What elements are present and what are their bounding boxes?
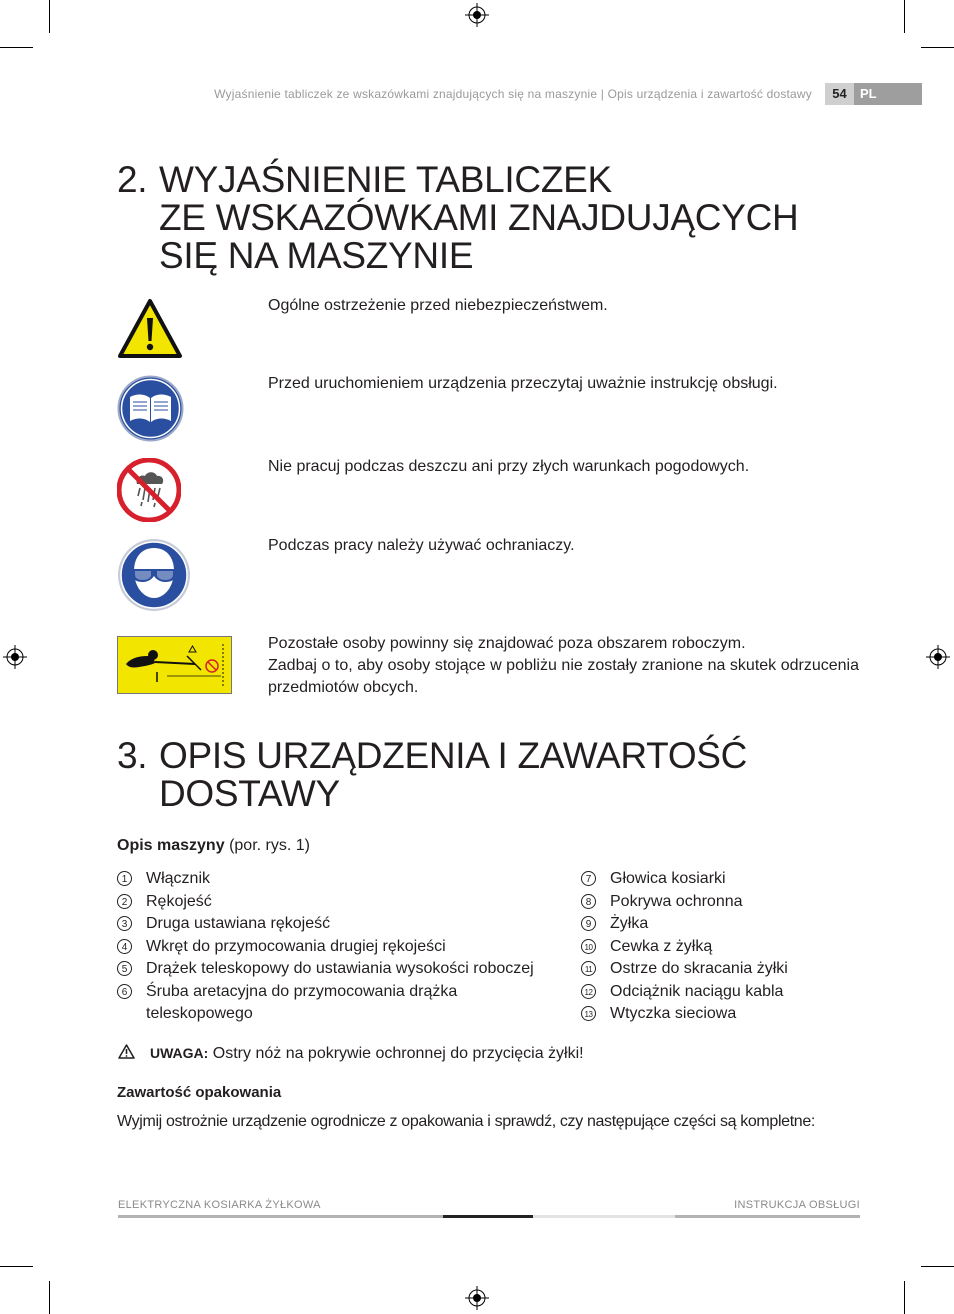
registration-mark-icon	[465, 3, 489, 27]
item-number: 4	[117, 939, 132, 954]
list-item	[117, 936, 567, 959]
item-label: Ostrze do skracania żyłki	[610, 960, 788, 977]
list-item	[117, 868, 567, 891]
list-item	[581, 981, 881, 1004]
list-item	[581, 958, 881, 981]
crop-mark	[0, 1266, 33, 1267]
item-number: 2	[117, 894, 132, 909]
section-3-title	[117, 737, 747, 813]
list-item	[581, 913, 881, 936]
parts-list-left	[117, 868, 567, 1026]
item-number: 1	[117, 871, 132, 886]
contents-heading: Zawartość opakowania	[117, 1084, 282, 1101]
title-line: WYJAŚNIENIE TABLICZEK	[159, 159, 612, 200]
crop-mark	[921, 1266, 954, 1267]
list-item	[117, 981, 567, 1026]
item-label: Drążek teleskopowy do ustawiania wysokości roboczej	[146, 960, 534, 977]
item-label: Żyłka	[610, 915, 649, 932]
item-number: 9	[581, 916, 596, 931]
machine-description-label	[117, 835, 310, 857]
item-number: 3	[117, 916, 132, 931]
title-line: OPIS URZĄDZENIA I ZAWARTOŚĆ	[159, 735, 748, 776]
section-number: 3.	[117, 735, 148, 776]
footer-bar	[118, 1215, 443, 1218]
section-2-title	[117, 161, 798, 275]
list-item	[581, 868, 881, 891]
sign-description: Nie pracuj podczas deszczu ani przy złych warunkach pogodowych.	[268, 458, 750, 475]
list-item	[581, 1003, 881, 1026]
footer-bar	[675, 1215, 860, 1218]
running-header: Wyjaśnienie tabliczek ze wskazówkami znajdujących się na maszynie | Opis urządzenia i zawartość dostawy	[214, 87, 812, 101]
language-tag: PL	[854, 83, 922, 105]
crop-mark	[921, 47, 954, 48]
footer-left: ELEKTRYCZNA KOSIARKA ŻYŁKOWA	[118, 1199, 321, 1211]
list-item	[117, 891, 567, 914]
section-number: 2.	[117, 159, 148, 200]
item-label: Cewka z żyłką	[610, 937, 713, 955]
warning-label: UWAGA:	[150, 1045, 209, 1061]
no-rain-icon	[117, 458, 181, 522]
warning-triangle-icon	[117, 298, 183, 360]
item-label: Głowica kosiarki	[610, 870, 726, 887]
registration-mark-icon	[3, 645, 27, 669]
list-item	[117, 958, 567, 981]
item-number: 5	[117, 961, 132, 976]
registration-mark-icon	[465, 1286, 489, 1310]
item-label: Wtyczka sieciowa	[610, 1005, 737, 1022]
item-number: 6	[117, 984, 132, 999]
title-line: ZE WSKAZÓWKAMI ZNAJDUJĄCYCH	[159, 197, 799, 238]
sign-description: Podczas pracy należy używać ochraniaczy.	[268, 537, 575, 554]
figure-reference: (por. rys. 1)	[229, 837, 310, 854]
item-label: Wkręt do przymocowania drugiej rękojeści	[146, 937, 446, 955]
list-item	[581, 936, 881, 959]
sign-description-line: Zadbaj o to, aby osoby stojące w pobliżu nie zostały zranione na skutek odrzucenia przedmiotów obcych.	[268, 657, 859, 696]
item-number: 8	[581, 894, 596, 909]
list-item	[117, 913, 567, 936]
item-label: Druga ustawiana rękojeść	[146, 915, 331, 932]
crop-mark	[49, 0, 50, 33]
item-label: Odciążnik naciągu kabla	[610, 982, 784, 1000]
item-label: teleskopowego	[146, 1005, 253, 1022]
item-label: Pokrywa ochronna	[610, 892, 743, 910]
item-number: 10	[581, 939, 596, 954]
page-number: 54	[825, 83, 854, 105]
crop-mark	[49, 1281, 50, 1314]
item-number: 12	[581, 984, 596, 999]
item-label: Rękojeść	[146, 892, 212, 910]
eye-protection-icon	[117, 538, 191, 612]
footer-bar	[533, 1215, 675, 1218]
crop-mark	[0, 47, 33, 48]
item-label: Śruba aretacyjna do przymocowania drążka	[146, 982, 458, 1000]
item-number: 11	[581, 961, 596, 976]
warning-note	[150, 1042, 584, 1065]
contents-text: Wyjmij ostrożnie urządzenie ogrodnicze z opakowania i sprawdź, czy następujące części są kompletne:	[117, 1113, 815, 1130]
crop-mark	[904, 1281, 905, 1314]
footer-right: INSTRUKCJA OBSŁUGI	[734, 1199, 860, 1211]
registration-mark-icon	[926, 645, 950, 669]
sign-description-line: Pozostałe osoby powinny się znajdować poza obszarem roboczym.	[268, 635, 746, 652]
sign-description: Ogólne ostrzeżenie przed niebezpieczeństwem.	[268, 297, 608, 314]
crop-mark	[904, 0, 905, 33]
item-number: 13	[581, 1006, 596, 1021]
read-manual-icon	[117, 375, 184, 442]
keep-distance-icon	[117, 636, 232, 694]
parts-list-right	[581, 868, 881, 1026]
title-line: DOSTAWY	[159, 773, 340, 814]
list-item	[581, 891, 881, 914]
item-label: Włącznik	[146, 870, 211, 887]
warning-triangle-icon	[118, 1044, 135, 1059]
machine-description-title: Opis maszyny	[117, 837, 225, 854]
warning-text: Ostry nóż na pokrywie ochronnej do przycięcia żyłki!	[212, 1045, 584, 1062]
sign-description: Przed uruchomieniem urządzenia przeczytaj uważnie instrukcję obsługi.	[268, 375, 778, 392]
title-line: SIĘ NA MASZYNIE	[159, 235, 474, 276]
footer-bar	[443, 1215, 533, 1218]
item-number: 7	[581, 871, 596, 886]
sign-description	[268, 633, 859, 699]
